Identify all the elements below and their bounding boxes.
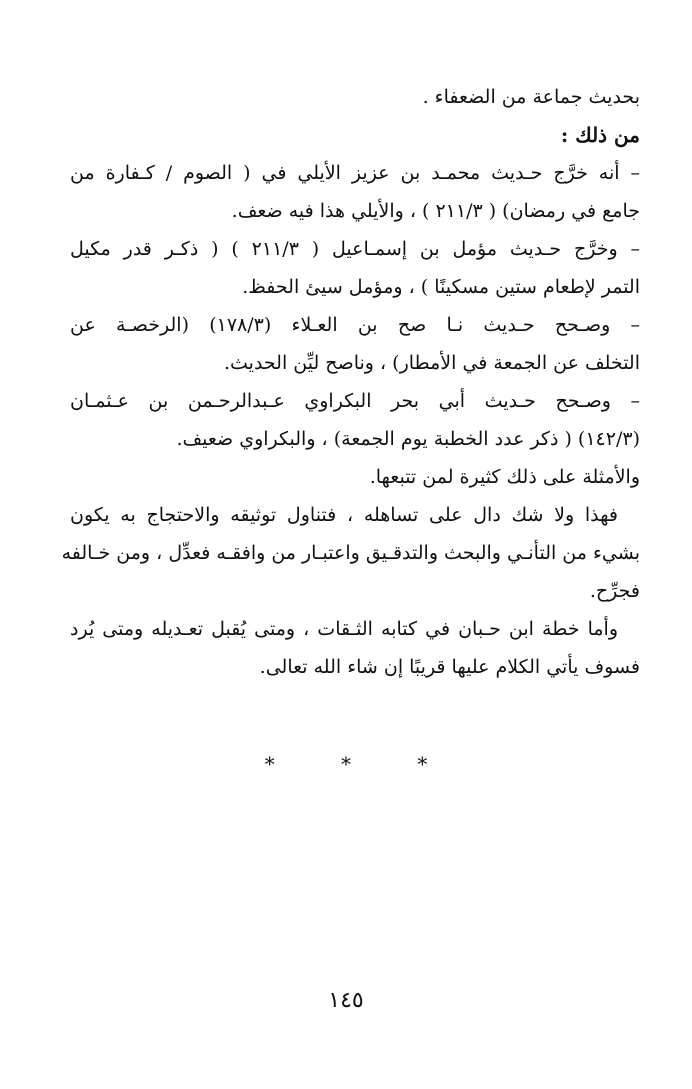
text-line: التخلف عن الجمعة في الأمطار) ، وناصح ليِّن الحديث. [223, 352, 640, 374]
asterisk-icon: * [264, 752, 275, 776]
text-line: بحديث جماعة من الضعفاء . [422, 86, 640, 108]
section-heading: من ذلك : [560, 123, 640, 147]
text-line: فجرِّح. [589, 580, 640, 602]
text-line: – وخرَّج حـديث مؤمل بن إسمـاعيل ( ٢١١/٣ ) ( ذكـر قدر مكيل [70, 238, 640, 260]
text-line: والأمثلة على ذلك كثيرة لمن تتبعها. [369, 466, 640, 488]
text-line: – وصـحح حـديث نـا صح بن العـلاء (١٧٨/٣) (الرخصـة عن [70, 314, 640, 336]
text-line: وأما خطة ابن حـبان في كتابه الثـقات ، ومتى يُقبل تعـديله ومتى يُرد [70, 618, 618, 640]
section-separator [0, 752, 692, 776]
text-line: فهذا ولا شك دال على تساهله ، فتناول توثيقه والاحتجاج به يكون [70, 504, 618, 526]
text-line: – أنه خرَّج حـديث محمـد بن عزيز الأيلي في ( الصوم / كـفارة من [70, 162, 640, 184]
page-body [61, 78, 640, 686]
text-line: فسوف يأتي الكلام عليها قريبًا إن شاء الله تعالى. [259, 656, 640, 678]
text-line: جامع في رمضان) ( ٢١١/٣ ) ، والأيلي هذا فيه ضعف. [231, 200, 640, 222]
text-line: بشيء من التأنـي والبحث والتدقـيق واعتبـار من وافقـه فعدِّل ، ومن خـالفه [61, 542, 640, 564]
text-line: التمر لإطعام ستين مسكينًا ) ، ومؤمل سيئ الحفظ. [242, 276, 640, 298]
asterisk-icon: * [341, 752, 351, 776]
text-line: (١٤٢/٣) ( ذكر عدد الخطبة يوم الجمعة) ، والبكراوي ضعيف. [176, 428, 640, 450]
text-line: – وصـحح حـديث أبي بحر البكراوي عـبدالرحـمن بن عـثمـان [70, 390, 640, 412]
asterisk-icon: * [417, 752, 428, 776]
page-number: ١٤٥ [328, 988, 364, 1013]
